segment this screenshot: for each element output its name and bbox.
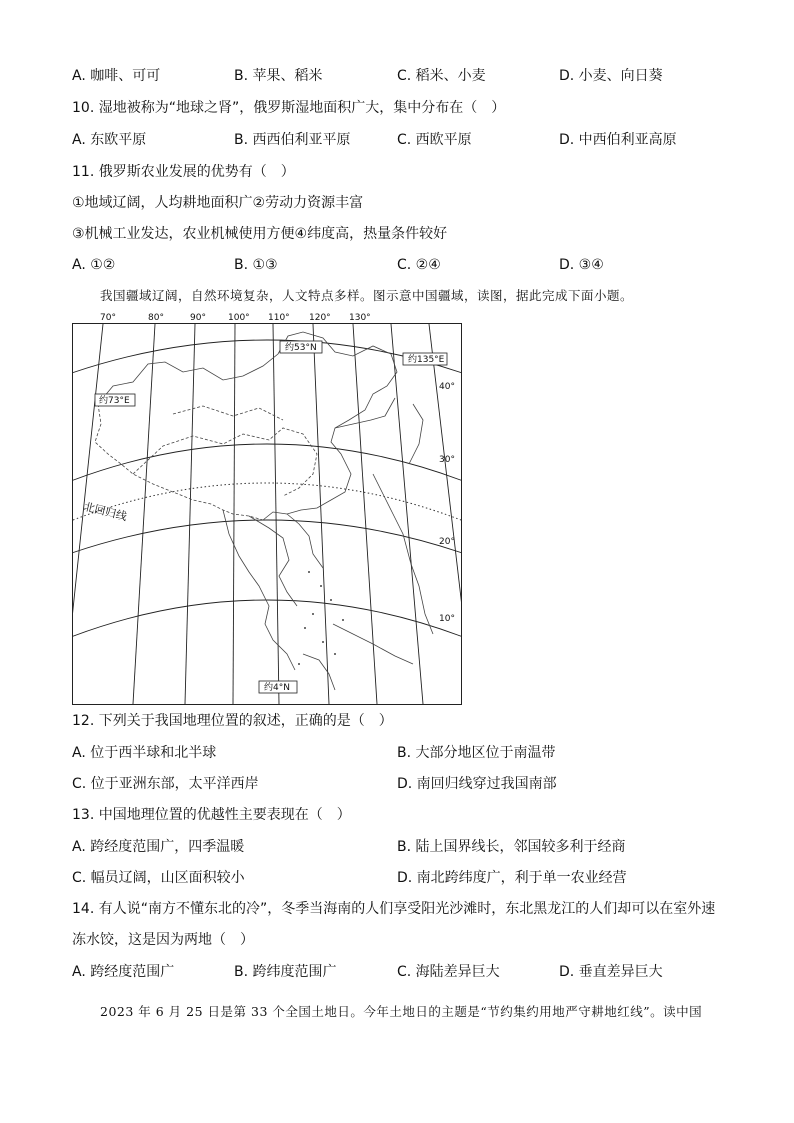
q12-option-a: A. 位于西半球和北半球 — [72, 745, 217, 761]
lon-label-100: 100° — [228, 313, 250, 323]
lon-label-80: 80° — [148, 313, 164, 323]
map-intro-text: 我国疆域辽阔，自然环境复杂，人文特点多样。图示意中国疆域，读图，据此完成下面小题。 — [100, 288, 634, 303]
q11-stem: 11. 俄罗斯农业发展的优势有（ ） — [72, 164, 295, 180]
lon-label-90: 90° — [190, 313, 206, 323]
lon-label-110: 110° — [268, 313, 290, 323]
label-n53: 约53°N — [285, 343, 317, 353]
q13-option-d: D. 南北跨纬度广，利于单一农业经营 — [397, 870, 627, 886]
lat-label-20: 20° — [439, 537, 455, 547]
q12-stem: 12. 下列关于我国地理位置的叙述，正确的是（ ） — [72, 713, 393, 729]
q14-option-c: C. 海陆差异巨大 — [397, 964, 500, 980]
q12-option-b: B. 大部分地区位于南温带 — [397, 745, 556, 761]
q10-stem: 10. 湿地被称为“地球之肾”，俄罗斯湿地面积广大，集中分布在（ ） — [72, 100, 506, 116]
q13-option-b: B. 陆上国界线长，邻国较多利于经商 — [397, 839, 626, 855]
q10-option-d: D. 中西伯利亚高原 — [559, 132, 677, 148]
lat-label-30: 30° — [439, 455, 455, 465]
tropic-line — [73, 483, 461, 524]
lon-label-120: 120° — [309, 313, 331, 323]
q9-option-b: B. 苹果、稻米 — [234, 68, 323, 84]
q13-option-c: C. 幅员辽阔，山区面积较小 — [72, 870, 245, 886]
q10-option-c: C. 西欧平原 — [397, 132, 472, 148]
land-day-intro-text: 2023 年 6 月 25 日是第 33 个全国土地日。今年土地日的主题是“节约集约用地严守耕地红线”。读中国 — [100, 1004, 703, 1019]
latitude-lines — [73, 340, 461, 640]
q11-statement-1: ①地域辽阔，人均耕地面积广②劳动力资源丰富 — [72, 195, 364, 211]
q9-option-d: D. 小麦、向日葵 — [559, 68, 663, 84]
lat-label-10: 10° — [439, 614, 455, 624]
q14-stem-line2: 冻水饺，这是因为两地（ ） — [72, 932, 254, 948]
label-e135: 约135°E — [408, 355, 445, 365]
islands — [298, 571, 344, 665]
meridian-lines — [73, 324, 461, 704]
label-n4: 约4°N — [264, 683, 290, 693]
q11-statement-2: ③机械工业发达，农业机械使用方便④纬度高，热量条件较好 — [72, 226, 448, 242]
q14-option-b: B. 跨纬度范围广 — [234, 964, 337, 980]
country-borders — [95, 332, 433, 690]
q11-option-d: D. ③④ — [559, 257, 604, 273]
q14-option-d: D. 垂直差异巨大 — [559, 964, 663, 980]
q13-option-a: A. 跨经度范围广，四季温暖 — [72, 839, 245, 855]
q9-option-a: A. 咖啡、可可 — [72, 68, 161, 84]
q14-option-a: A. 跨经度范围广 — [72, 964, 175, 980]
tropic-label: 北回归线 — [82, 500, 129, 524]
q14-stem-line1: 14. 有人说“南方不懂东北的冷”，冬季当海南的人们享受阳光沙滩时，东北黑龙江的人们却可以在室外速 — [72, 901, 716, 917]
q11-option-a: A. ①② — [72, 257, 116, 273]
lon-label-130: 130° — [349, 313, 371, 323]
q13-stem: 13. 中国地理位置的优越性主要表现在（ ） — [72, 807, 351, 823]
lat-label-40: 40° — [439, 382, 455, 392]
lon-label-70: 70° — [100, 313, 116, 323]
map-graphic — [73, 324, 461, 704]
label-e73: 约73°E — [99, 396, 130, 406]
q12-option-c: C. 位于亚洲东部，太平洋西岸 — [72, 776, 259, 792]
q9-option-c: C. 稻米、小麦 — [397, 68, 486, 84]
china-territory-map — [72, 323, 462, 705]
q11-option-c: C. ②④ — [397, 257, 441, 273]
q11-option-b: B. ①③ — [234, 257, 278, 273]
q12-option-d: D. 南回归线穿过我国南部 — [397, 776, 557, 792]
q10-option-b: B. 西西伯利亚平原 — [234, 132, 351, 148]
q10-option-a: A. 东欧平原 — [72, 132, 147, 148]
